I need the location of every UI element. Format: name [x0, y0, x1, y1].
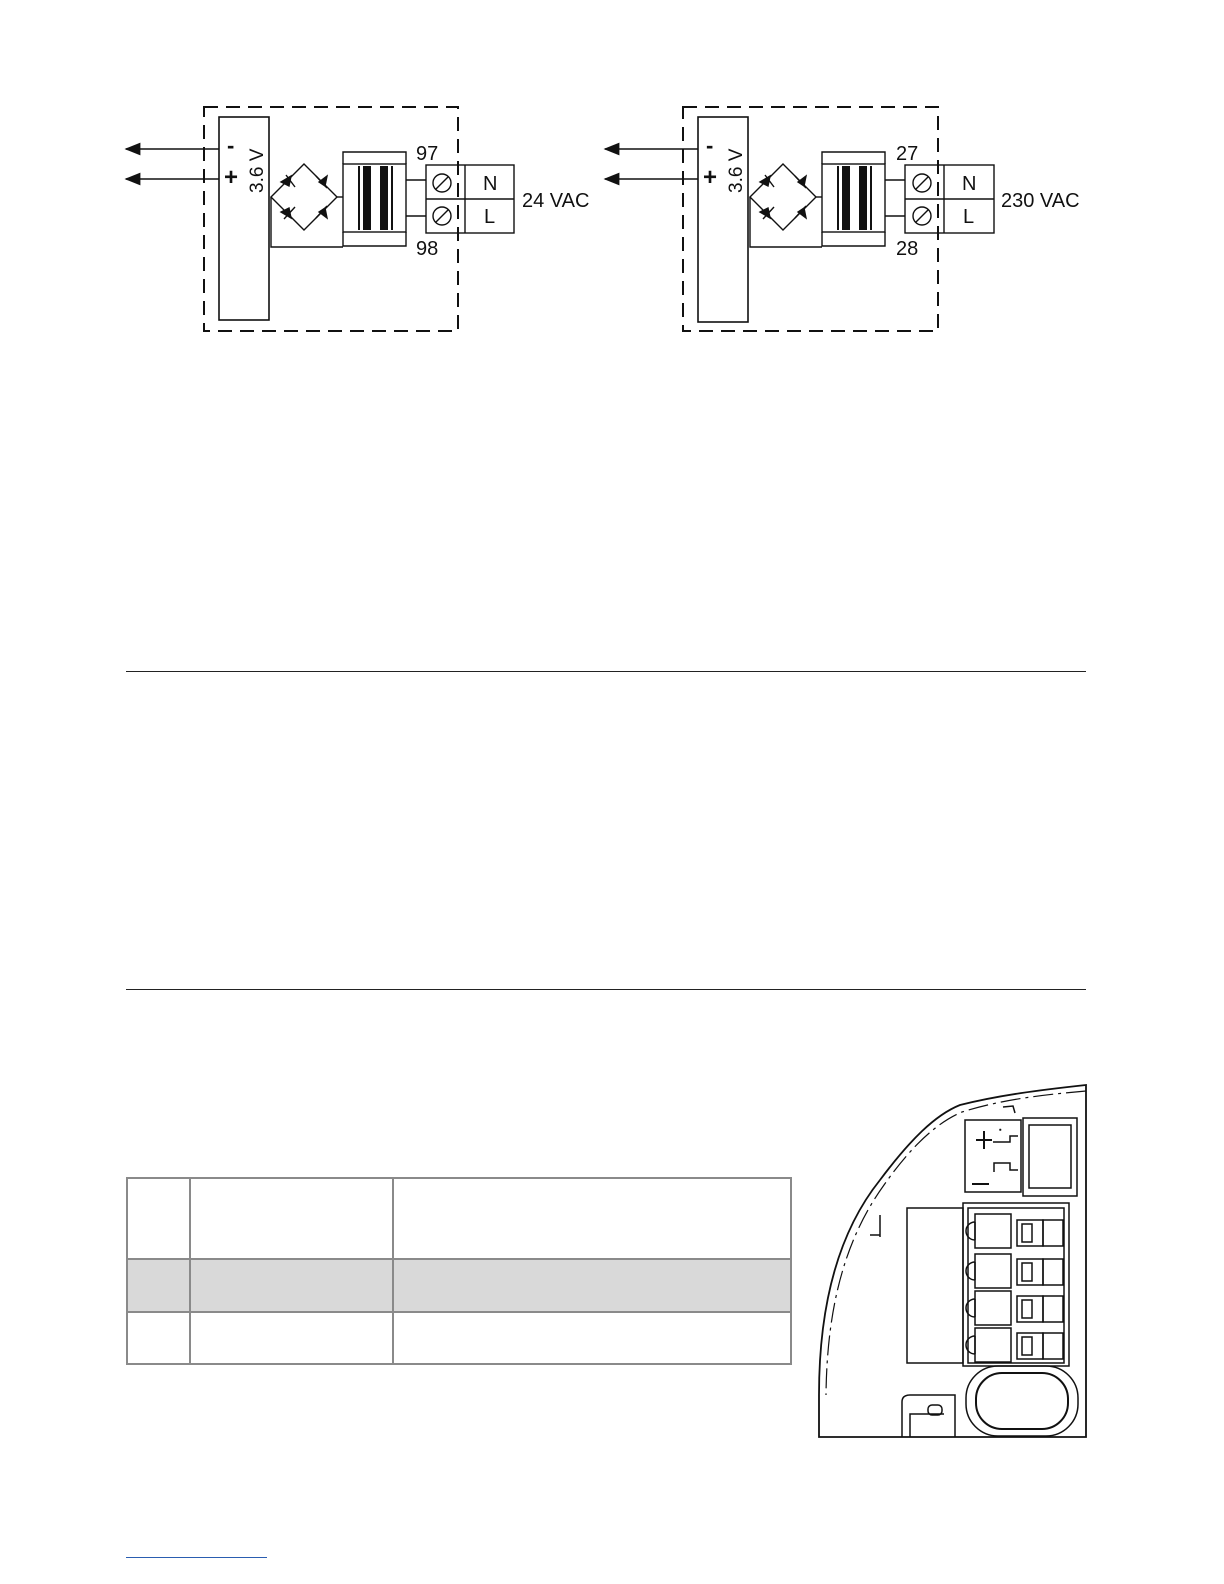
terminal-l-label: L	[484, 206, 496, 228]
terminal-table	[126, 1177, 792, 1365]
table-cell	[190, 1178, 393, 1259]
table-row	[127, 1178, 791, 1259]
table-cell	[127, 1178, 190, 1259]
table-cell	[127, 1259, 190, 1312]
block-plus-symbol: +	[1000, 1130, 1001, 1131]
plus-label: +	[224, 164, 239, 191]
terminal-27-label: 27	[896, 143, 919, 165]
plus-label: +	[703, 164, 718, 191]
terminal-28-label: 28	[896, 238, 919, 260]
terminal-block	[905, 165, 994, 233]
minus-label: -	[227, 133, 235, 158]
table-row	[127, 1259, 791, 1312]
section-divider	[126, 671, 1086, 672]
device-terminal-drawing	[819, 1085, 1086, 1437]
supply-label: 230 VAC	[1001, 190, 1080, 212]
diagram-230vac	[605, 107, 1080, 331]
bridge-rectifier	[271, 164, 337, 230]
table-cell	[190, 1312, 393, 1364]
table-cell	[393, 1178, 791, 1259]
table-row	[127, 1312, 791, 1364]
terminal-n-label: N	[962, 173, 977, 195]
battery-voltage-label: 3.6 V	[726, 148, 747, 193]
table-cell	[127, 1312, 190, 1364]
battery-voltage-label: 3.6 V	[247, 148, 268, 193]
terminal-98-label: 98	[416, 238, 439, 260]
terminal-block	[426, 165, 514, 233]
housing-outline	[819, 1085, 1086, 1437]
terminal-97-label: 97	[416, 143, 439, 165]
bridge-rectifier	[750, 164, 816, 230]
transformer	[822, 152, 905, 246]
section-divider	[126, 989, 1086, 990]
diagram-24vac	[126, 107, 589, 331]
supply-label: 24 VAC	[522, 190, 590, 212]
minus-label: -	[706, 133, 714, 158]
table-cell	[393, 1312, 791, 1364]
table-cell	[393, 1259, 791, 1312]
transformer	[343, 152, 426, 246]
footer-link-underline[interactable]	[126, 1557, 267, 1558]
terminal-n-label: N	[483, 173, 498, 195]
table-cell	[190, 1259, 393, 1312]
terminal-l-label: L	[963, 206, 975, 228]
